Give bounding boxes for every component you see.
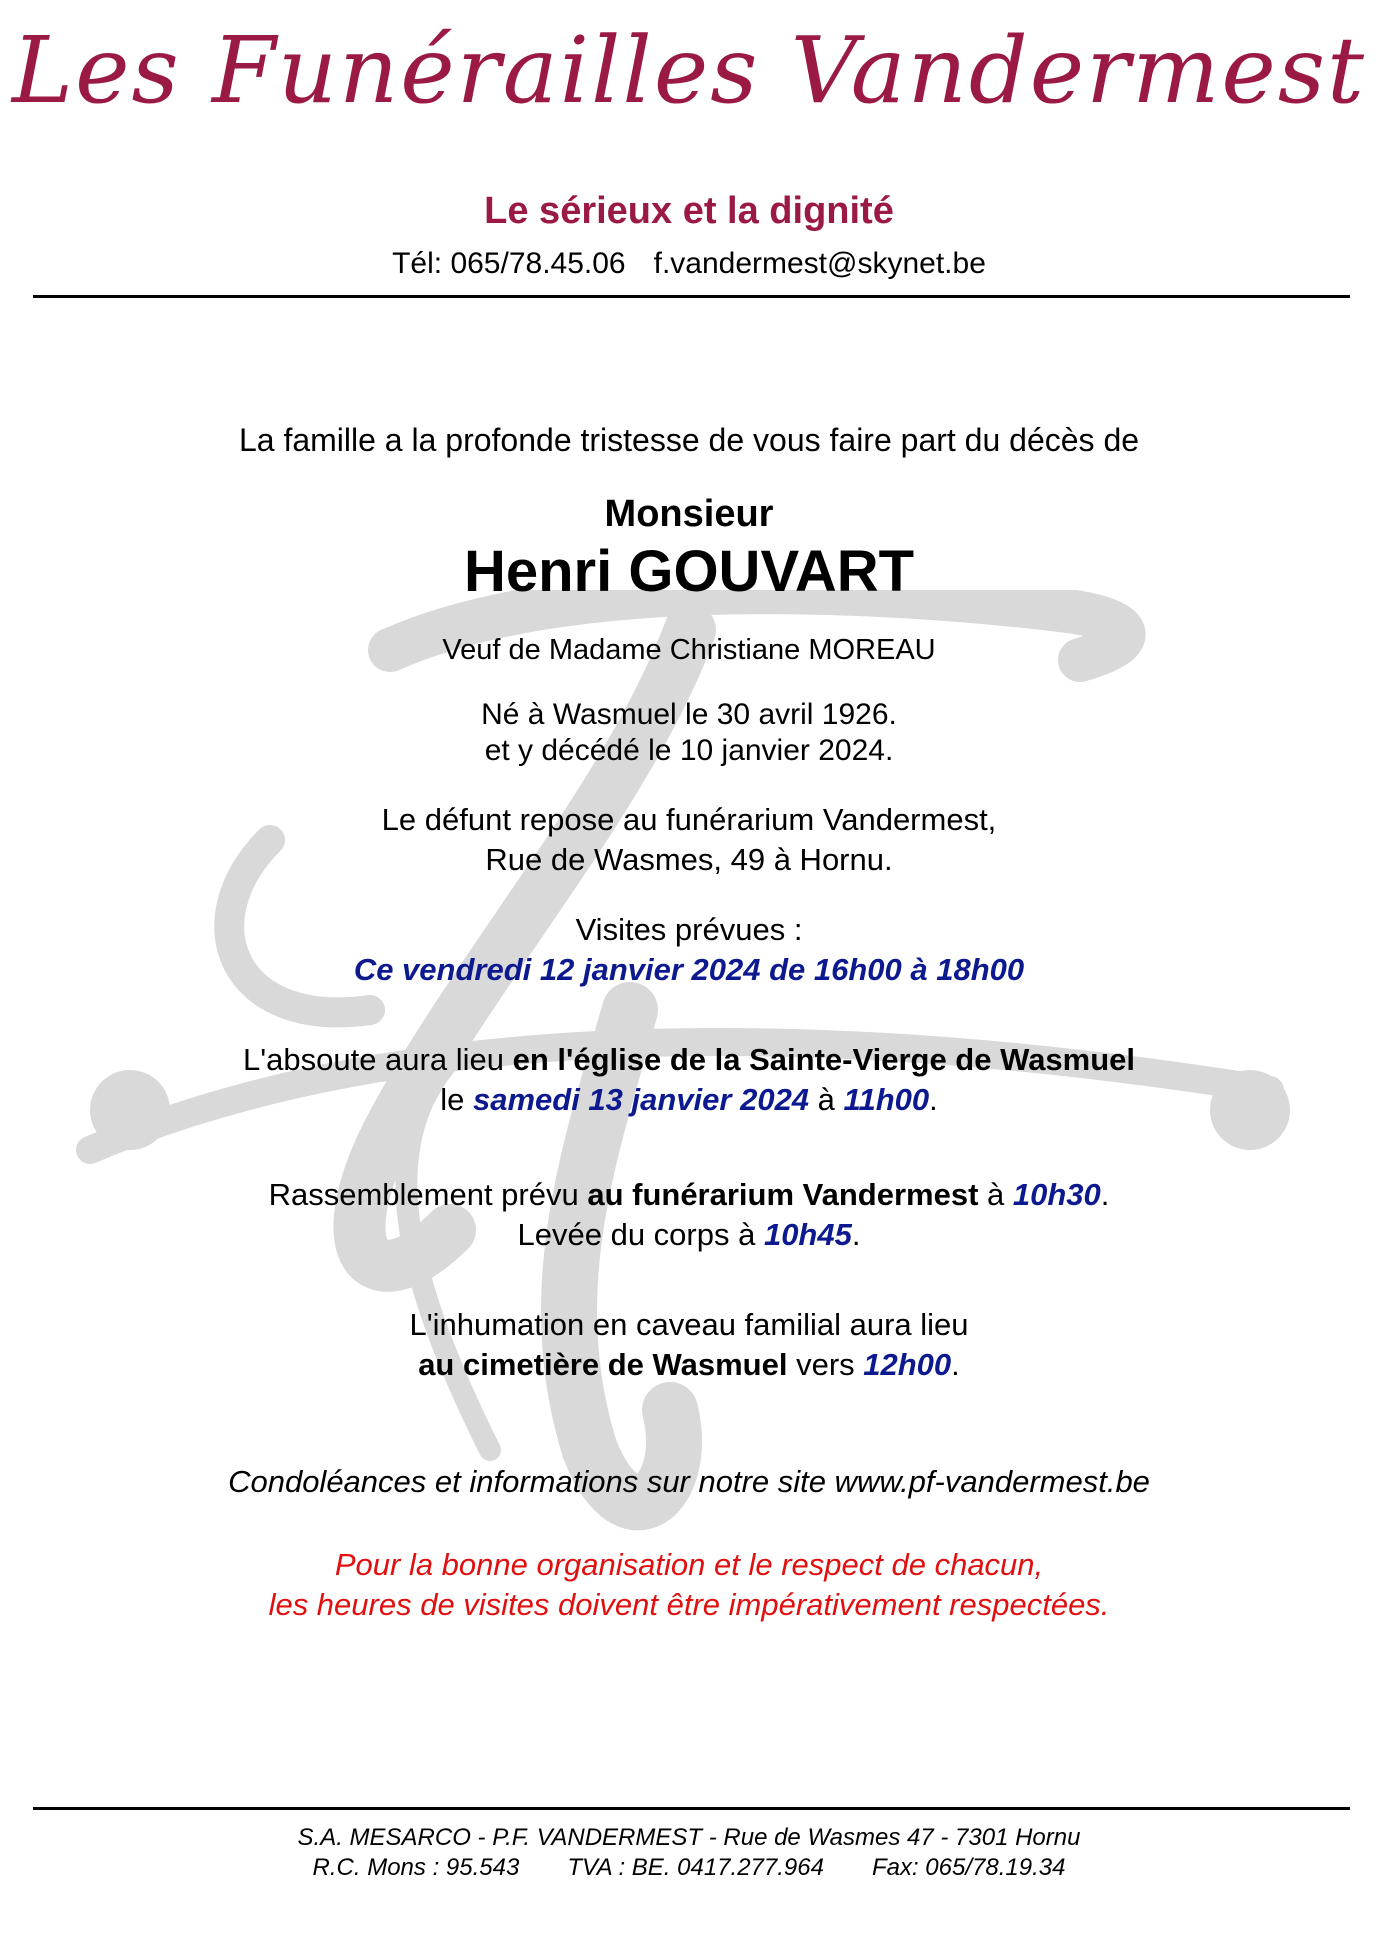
repose-line-2: Rue de Wasmes, 49 à Hornu.: [485, 842, 893, 877]
footer-divider: [33, 1807, 1350, 1810]
footer-registration: [0, 1853, 1378, 1883]
absoute-line-1: [0, 1040, 1378, 1080]
gather-time: 10h30: [1012, 1177, 1101, 1212]
burial-line-1: L'inhumation en caveau familial aura lieu: [409, 1307, 969, 1342]
repose-line-1: Le défunt repose au funérarium Vandermest,: [381, 802, 997, 837]
absoute-time: 11h00: [843, 1082, 930, 1117]
absoute-end: .: [929, 1082, 938, 1117]
email-address: f.vandermest@skynet.be: [653, 247, 986, 280]
absoute-line-2: [0, 1080, 1378, 1120]
absoute-place: en l'église de la Sainte-Vierge de Wasmuel: [512, 1042, 1136, 1077]
absoute-a: à: [809, 1082, 844, 1117]
notice-line-1: Pour la bonne organisation et le respect de chacun,: [334, 1547, 1044, 1582]
levee-prefix: Levée du corps à: [517, 1217, 764, 1252]
burial-place: au cimetière de Wasmuel: [418, 1347, 788, 1382]
repose-block: [0, 800, 1378, 880]
gathering-block: [0, 1175, 1378, 1255]
death-line: et y décédé le 10 janvier 2024.: [484, 734, 894, 767]
footer-tva: TVA : BE. 0417.277.964: [567, 1854, 824, 1881]
gather-prefix: Rassemblement prévu: [268, 1177, 588, 1212]
levee-end: .: [851, 1217, 861, 1252]
gather-end: .: [1100, 1177, 1110, 1212]
gather-a: à: [978, 1177, 1013, 1212]
birth-death-block: [0, 697, 1378, 769]
birth-line: Né à Wasmuel le 30 avril 1926.: [481, 698, 897, 731]
header-divider: [33, 295, 1350, 298]
gathering-line: [0, 1175, 1378, 1215]
visits-label: Visites prévues :: [575, 912, 803, 947]
intro-text: La famille a la profonde tristesse de vous faire part du décès de: [238, 422, 1140, 458]
contact-line: [0, 247, 1378, 281]
deceased-name: Henri GOUVART: [463, 539, 915, 604]
footer-rc: R.C. Mons : 95.543: [312, 1854, 520, 1881]
burial-vers: vers: [787, 1347, 864, 1382]
burial-block: [0, 1305, 1378, 1385]
notice-line-2: les heures de visites doivent être impérativement respectées.: [268, 1587, 1110, 1622]
footer-fax: Fax: 065/78.19.34: [871, 1854, 1066, 1881]
absoute-prefix: L'absoute aura lieu: [242, 1042, 513, 1077]
visit-notice: [0, 1545, 1378, 1625]
visits-block: [0, 910, 1378, 990]
brand-title: Les Funérailles Vandermest: [11, 17, 1367, 124]
burial-end: .: [951, 1347, 960, 1382]
widow-line: Veuf de Madame Christiane MOREAU: [442, 634, 936, 666]
visits-time: Ce vendredi 12 janvier 2024 de 16h00 à 18h00: [353, 952, 1025, 987]
absoute-block: [0, 1040, 1378, 1120]
absoute-le: le: [440, 1082, 473, 1117]
levee-time: 10h45: [763, 1217, 852, 1252]
gather-place: au funérarium Vandermest: [587, 1177, 979, 1212]
honorific: Monsieur: [604, 493, 774, 535]
levee-line: [0, 1215, 1378, 1255]
tagline: Le sérieux et la dignité: [484, 190, 894, 232]
condolences-line: Condoléances et informations sur notre site www.pf-vandermest.be: [228, 1464, 1150, 1499]
footer-company: S.A. MESARCO - P.F. VANDERMEST - Rue de Wasmes 47 - 7301 Hornu: [297, 1824, 1081, 1851]
burial-line-2: [0, 1345, 1378, 1385]
burial-time: 12h00: [863, 1347, 952, 1382]
phone-number: Tél: 065/78.45.06: [392, 247, 626, 280]
absoute-date: samedi 13 janvier 2024: [472, 1082, 810, 1117]
footer-info: [0, 1823, 1378, 1883]
